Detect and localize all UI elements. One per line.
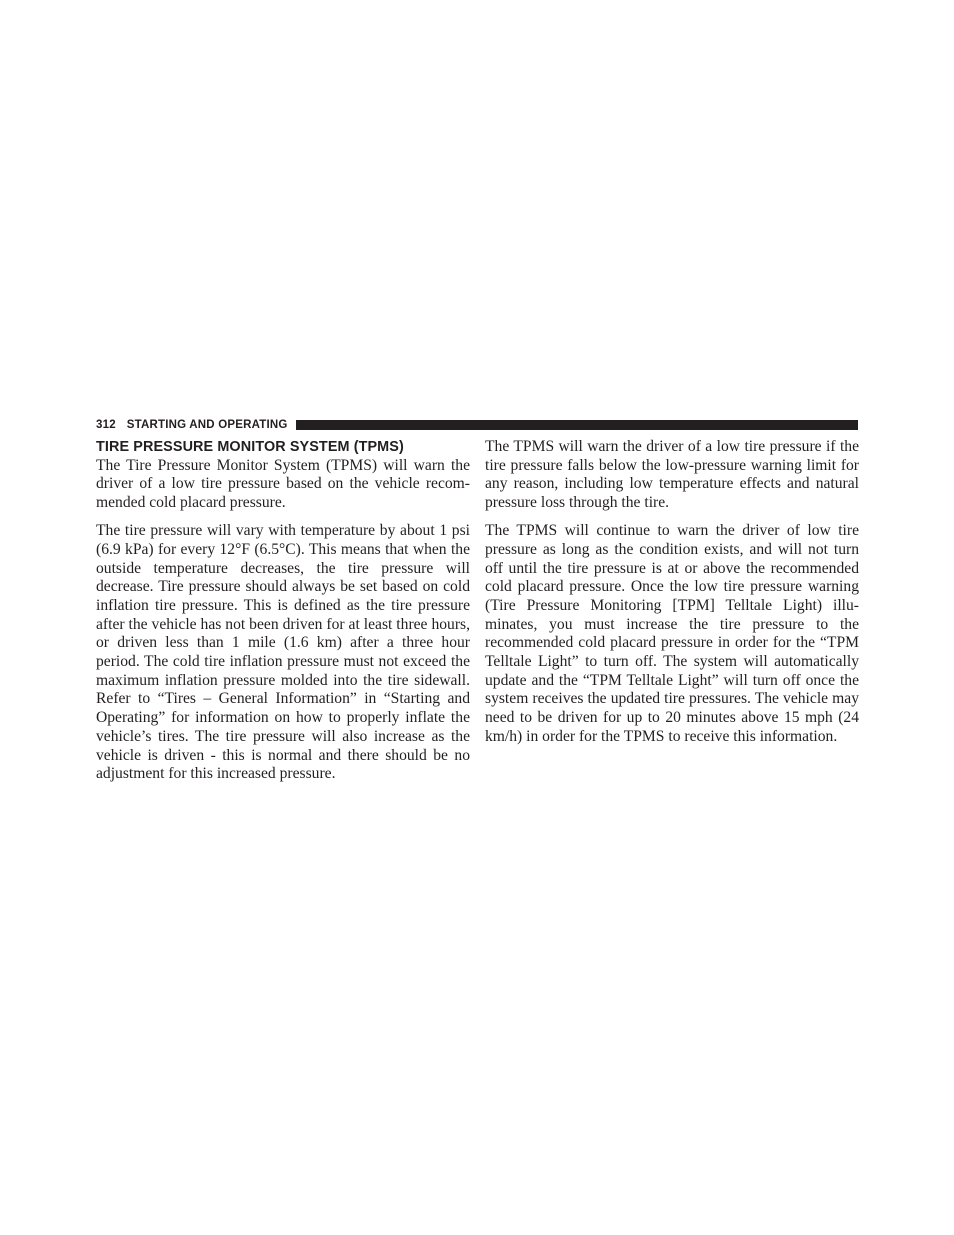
page-number: 312 — [96, 418, 116, 431]
section-title: STARTING AND OPERATING — [126, 418, 288, 431]
section-heading: TIRE PRESSURE MONITOR SYSTEM (TPMS) — [96, 439, 404, 455]
paragraph-telltale: The TPMS will continue to warn the driver of low tire pressure as long as the condition exists, and will not turn off until the tire pressure is at or above the recommended cold placard pressure. Once the low tire pressure warning (Tire Pressure Monitoring [TPM] Telltale Light) illuminates, you must increase the tire pressure to the recommended cold placard pressure in order for the “TPM Telltale Light” to turn off. The system will automatically update and the “TPM Telltale Light” will turn off once the system receives the updated tire pressures. The vehicle may need to be driven for up to 20 minutes above 15 mph (24 km/h) in order for the TPMS to receive this information. — [485, 522, 859, 745]
paragraph-warning: The TPMS will warn the driver of a low tire pressure if the tire pressure falls below the low-pressure warning limit for any reason, including low temperature effects and natural pressure loss through the tire. — [485, 438, 859, 512]
left-column — [96, 438, 470, 793]
paragraph-temperature: The tire pressure will vary with temperature by about 1 psi (6.9 kPa) for every 12°F (6.5°C). This means that when the outside temperature decreases, the tire pressure will decrease. Tire pressure should always be set based on cold inflation tire pressure. This is defined as the tire pressure after the vehicle has not been driven for at least three hours, or driven less than 1 mile (1.6 km) after a three hour period. The cold tire inflation pressure must not exceed the maximum inflation pressure molded into the tire sidewall. Refer to “Tires – General Information” in “Starting and Operating” for information on how to properly inflate the vehicle’s tires. The tire pressure will also increase as the vehicle is driven - this is normal and there should be no adjustment for this increased pressure. — [96, 522, 470, 783]
header-rule — [296, 420, 858, 430]
page-header — [96, 417, 858, 432]
paragraph-intro: The Tire Pressure Monitor System (TPMS) will warn the driver of a low tire pressure based on the vehicle recommended cold placard pressure. — [96, 456, 470, 512]
right-column — [485, 438, 859, 756]
